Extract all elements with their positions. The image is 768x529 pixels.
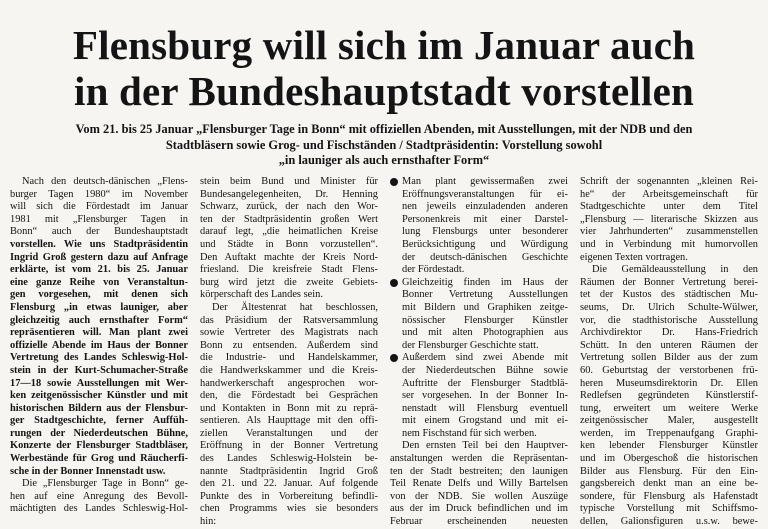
text-line: eigenen Texten vortragen. bbox=[580, 251, 688, 263]
text-line: des Landes Schleswig-Holstein be- bbox=[200, 453, 378, 465]
text-line: der deutsch-dänischen Geschichte bbox=[402, 251, 568, 263]
text-line: Eröffnungsveranstaltungen für ei- bbox=[402, 188, 568, 200]
text-line: nössischer Flensburger Künstler bbox=[402, 314, 568, 326]
article-body bbox=[4, 176, 764, 528]
text-line: ken lebender Flensburger Künstler bbox=[580, 440, 758, 452]
text-line: und in Verbindung mit humorvollen bbox=[580, 238, 758, 250]
text-line: anstaltungen werden die Repräsentan- bbox=[390, 453, 568, 465]
text-line: Redlefsen gegründeten Künstlerstif- bbox=[580, 390, 758, 402]
text-line: und mit alten Photographien aus bbox=[402, 327, 568, 339]
headline bbox=[0, 0, 768, 114]
text-line: hen auf eine Anregung des Bevoll- bbox=[10, 490, 188, 502]
text-line: burger Tagen 1980“ im November bbox=[10, 188, 188, 200]
bullet-dot-icon bbox=[390, 279, 398, 287]
text-line: repräsentieren will. Man plant zwei bbox=[10, 327, 188, 339]
text-line: Flensburg „in etwas launiger, aber bbox=[10, 301, 188, 313]
text-line: Werbestände für Grog und Räucherfi- bbox=[10, 453, 188, 465]
text-line: mächtigten des Landes Schleswig-Hol- bbox=[10, 503, 188, 515]
text-line: Die „Flensburger Tage in Bonn“ ge- bbox=[22, 478, 188, 490]
text-line: chen Programms wies sie besonders bbox=[200, 503, 378, 515]
text-line: die Industrie- und Handelskammer, bbox=[200, 352, 378, 364]
text-line: seums, Dr. Ulrich Schulte-Wülwer, bbox=[580, 301, 758, 313]
text-line: Schwarz, zurück, der nach den Wor- bbox=[200, 201, 378, 213]
text-line: das Präsidium der Ratsversammlung bbox=[200, 314, 378, 326]
text-line: Bundesangelegenheiten, Dr. Henning bbox=[200, 188, 378, 200]
text-line: historischen Bildern aus der Flensbur- bbox=[10, 402, 188, 414]
text-line: vor, die stadthistorische Ausstellung bbox=[580, 314, 758, 326]
text-line: tet der Kustos des städtischen Mu- bbox=[580, 289, 758, 301]
text-line: der Niederdeutschen Bühne sowie bbox=[402, 364, 568, 376]
text-line: Den Auftakt machte der Kreis Nord- bbox=[200, 251, 378, 263]
text-line: zeitgenössischer Maler, ausgestellt bbox=[580, 415, 758, 427]
bullet-dot-icon bbox=[390, 354, 398, 362]
text-line: Die Gemäldeausstellung in den bbox=[592, 264, 758, 276]
text-line: Nach den deutsch-dänischen „Flens- bbox=[22, 176, 188, 187]
text-line: ten der Stadtpräsidentin großen Wert bbox=[200, 213, 378, 225]
text-line: Gleichzeitig finden im Haus der bbox=[402, 276, 568, 288]
text-line: Schütt. In den unteren Räumen der bbox=[580, 339, 758, 351]
subheadline-line-2: Stadtbläsern sowie Grog- und Fischständen / Stadtpräsidentin: Vorstellung sowohl bbox=[165, 137, 603, 152]
text-line: erklärte, ist vom 21. bis 25. Januar bbox=[10, 264, 188, 276]
text-line: nem Fischstand für sich werben. bbox=[402, 427, 537, 439]
text-line: will sich die Fördestadt im Januar bbox=[10, 201, 188, 213]
text-line: den, die Fördestadt bei Gesprächen bbox=[200, 390, 378, 402]
text-line: Bonn zu entsenden. Außerdem sind bbox=[200, 339, 378, 351]
text-line: nenstadt will Flensburg eventuell bbox=[402, 402, 568, 414]
text-line: Räumen der Bonner Vertretung berei- bbox=[580, 276, 758, 288]
subheadline bbox=[28, 122, 740, 169]
text-line: heren Museumsdirektorin Dr. Ellen bbox=[580, 377, 758, 389]
text-line: 1981 mit „Flensburger Tagen in bbox=[10, 213, 188, 225]
text-line: sche in der Bonner Innenstadt usw. bbox=[10, 465, 166, 477]
text-line: Schrift der sogenannten „kleinen Rei- bbox=[580, 176, 758, 187]
text-line: vier Jahrhunderten“ zusammenstellen bbox=[580, 226, 758, 238]
text-line: Vertretung sollen Bilder aus der zum bbox=[580, 352, 758, 364]
text-line: Man plant gewissermaßen zwei bbox=[402, 176, 568, 187]
text-line: Februar erscheinenden neuesten bbox=[390, 516, 568, 528]
text-line: 60. Geburtstag der verstorbenen frü- bbox=[580, 364, 758, 376]
text-line: mit einem Grogstand und mit ei- bbox=[402, 415, 568, 427]
text-line: die Handwerkskammer und die Kreis- bbox=[200, 364, 378, 376]
article-column-2 bbox=[200, 176, 378, 529]
text-line: Stadtgeschichte unter dem Titel bbox=[580, 201, 758, 213]
text-line: Auftritte der Flensburger Stadtblä- bbox=[402, 377, 568, 389]
text-line: burg wird jetzt die zweite Gebiets- bbox=[200, 276, 378, 288]
text-line: stein beim Bund und Minister für bbox=[200, 176, 378, 187]
text-line: Außerdem sind zwei Abende mit bbox=[402, 352, 568, 364]
text-line: gangsbereich denkt man an eine be- bbox=[580, 478, 758, 490]
text-line: nen jeweils einzuladenden anderen bbox=[402, 201, 568, 213]
paragraph bbox=[390, 440, 568, 528]
text-line: sentieren. Als Haupttage mit den offi- bbox=[200, 415, 378, 427]
text-line: ger Stadtgeschichte, ferner Auffüh- bbox=[10, 415, 188, 427]
text-line: offizielle Abende im Haus der Bonner bbox=[10, 339, 188, 351]
text-line: Ingrid Groß gestern dazu auf Anfrage bbox=[10, 251, 188, 263]
text-line: mit Bildern und Graphiken zeitge- bbox=[402, 301, 568, 313]
text-line: Eröffnung in der Bonner Vertretung bbox=[200, 440, 378, 452]
text-line: gleichzeitig auch ernsthafter Form“ bbox=[10, 314, 188, 326]
bullet-dot-icon bbox=[390, 178, 398, 186]
text-line: Archivdirektor Dr. Hans-Friedrich bbox=[580, 327, 758, 339]
text-line: Bonner Vertretung Ausstellungen bbox=[402, 289, 568, 301]
text-line: Der Ältestenrat hat beschlossen, bbox=[212, 301, 378, 313]
text-line: Bilder aus Flensburg. Für den Ein- bbox=[580, 465, 758, 477]
text-line: ser vorgesehen. In der Bonner In- bbox=[402, 390, 568, 402]
text-line: handwerkerschaft angesprochen wor- bbox=[200, 377, 378, 389]
bullet-paragraph bbox=[390, 176, 568, 277]
text-line: Teil Renate Delfs und Willy Bartelsen bbox=[390, 478, 568, 490]
article-column-4 bbox=[580, 176, 758, 529]
text-line: eine ganze Reihe von Veranstaltun- bbox=[10, 276, 188, 288]
text-line: ken zeitgenössischer Künstler und mit bbox=[10, 390, 188, 402]
text-line: lung Flensburgs unter besonderer bbox=[402, 226, 568, 238]
article-column-1 bbox=[10, 176, 188, 516]
text-line: nannte Stadtpräsidentin Ingrid Groß bbox=[200, 465, 378, 477]
text-line: Personenkreis mit einer Darstel- bbox=[402, 213, 568, 225]
text-line: stein in der Kurt-Schumacher-Straße bbox=[10, 364, 188, 376]
text-line: aus der im Druck befindlichen und im bbox=[390, 503, 568, 515]
text-line: und im Obergeschoß die historischen bbox=[580, 453, 758, 465]
bullet-paragraph bbox=[390, 352, 568, 440]
text-line: hin: bbox=[200, 516, 217, 528]
subheadline-line-3: „in launiger als auch ernsthafter Form“ bbox=[278, 153, 490, 167]
text-line: dellen, Galionsfiguren u.s.w. bewe- bbox=[580, 516, 758, 528]
text-line: Konzerte der Flensburger Stadtbläser, bbox=[10, 440, 188, 452]
headline-line-1: Flensburg will sich im Januar auch bbox=[72, 22, 696, 68]
text-line: Bonn“ auch der Bundeshauptstadt bbox=[10, 226, 188, 238]
text-line: ziellen Veranstaltungen und der bbox=[200, 427, 378, 439]
text-line: sondere, für Flensburg als Hafenstadt bbox=[580, 490, 758, 502]
text-line: vorstellen. Wie uns Stadtpräsidentin bbox=[10, 238, 188, 250]
text-line: ten der Stadt bestreiten; den launigen bbox=[390, 465, 568, 477]
text-line: Den ernsten Teil bei den Hauptver- bbox=[402, 440, 568, 452]
bullet-paragraph bbox=[390, 277, 568, 353]
text-line: Punkte des in Vorbereitung befindli- bbox=[200, 490, 378, 502]
text-line: 17—18 sowie Ausstellungen mit Wer- bbox=[10, 377, 188, 389]
text-line: friesland. Die kreisfreie Stadt Flens- bbox=[200, 264, 378, 276]
text-line: gen vorgesehen, mit denen sich bbox=[10, 289, 188, 301]
text-line: Berücksichtigung und Würdigung bbox=[402, 238, 568, 250]
subheadline-line-1: Vom 21. bis 25 Januar „Flensburger Tage in Bonn“ mit offiziellen Abenden, mit Ausstellungen, mit der NDB und den bbox=[75, 122, 693, 136]
text-line: von der NDB. Sie wollen Auszüge bbox=[390, 490, 568, 502]
text-line: und Städte in Bonn vorzustellen“. bbox=[200, 238, 378, 250]
text-line: der Fördestadt. bbox=[402, 264, 465, 276]
text-line: der Flensburger Geschichte statt. bbox=[402, 339, 539, 351]
text-line: rungen der Niederdeutschen Bühne, bbox=[10, 427, 188, 439]
text-line: werden, im Treppenaufgang Graphi- bbox=[580, 427, 758, 439]
text-line: he“ der Arbeitsgemeinschaft für bbox=[580, 188, 758, 200]
text-line: und Kontakten in Bonn mit zu reprä- bbox=[200, 402, 378, 414]
article-column-3 bbox=[390, 176, 568, 529]
text-line: „Flensburg — literarische Skizzen aus bbox=[580, 213, 758, 225]
text-line: körperschaft des Landes sein. bbox=[200, 289, 323, 301]
text-line: sowie Vertreter des Magistrats nach bbox=[200, 327, 378, 339]
text-line: darauf legt, „die heimatlichen Kreise bbox=[200, 226, 378, 238]
headline-line-2: in der Bundeshauptstadt vorstellen bbox=[73, 68, 695, 114]
text-line: typische Vorstellung mit Schiffsmo- bbox=[580, 503, 758, 515]
text-line: den 21. und 22. Januar. Auf folgende bbox=[200, 478, 378, 490]
text-line: Vertretung des Landes Schleswig-Hol- bbox=[10, 352, 188, 364]
text-line: tung, erweitert um weitere Werke bbox=[580, 402, 758, 414]
